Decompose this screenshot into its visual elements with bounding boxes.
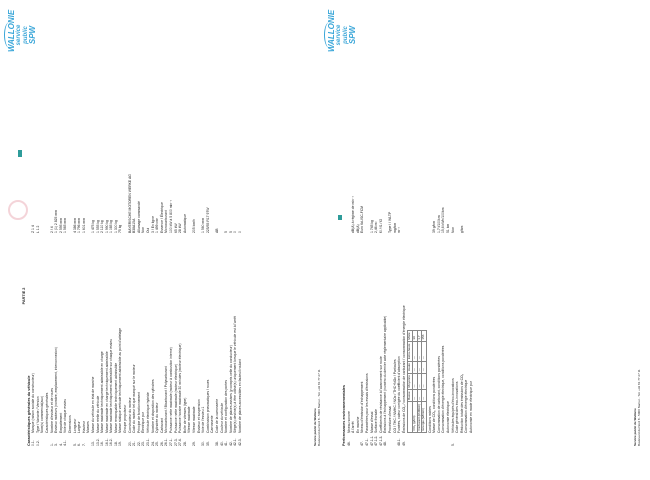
spec-label: Niveau sonore bbox=[346, 411, 351, 433]
spec-label: Combinaison pneumatiques / roues bbox=[205, 379, 210, 433]
teal-accent-bar bbox=[338, 215, 342, 220]
spec-label: Niveau d'émission d'échappement bbox=[360, 381, 365, 433]
table-cell: — bbox=[412, 361, 417, 373]
spec-value: 100 kW à 5 800 min⁻¹ bbox=[169, 199, 173, 233]
logo-text: WALLONIE bbox=[327, 9, 336, 52]
spec-value: 5 bbox=[228, 231, 233, 233]
spec-number: 47. bbox=[360, 441, 365, 446]
spec-value: 2 595 mm bbox=[58, 217, 63, 233]
logo-arc-icon bbox=[4, 22, 15, 48]
spec-value: 1 796 mm bbox=[77, 217, 82, 233]
table-header-cell: Mixte bbox=[407, 332, 412, 340]
spec-label: Autonomie électrique bbox=[446, 401, 451, 433]
spec-label: Masse maximale techniquement admissible en charge bbox=[100, 351, 105, 433]
spec-value: AB bbox=[214, 228, 219, 233]
spec-value: B38A15A bbox=[132, 218, 137, 233]
spec-value: 1 300 kg bbox=[113, 219, 118, 233]
footer-org-name: Service public de Wallonie bbox=[633, 408, 638, 446]
spec-label: Carrosserie bbox=[210, 415, 215, 433]
spec-label: Vitesse maximale bbox=[187, 406, 192, 433]
spec-label: Nombre de places accessibles en fauteuil roulant bbox=[237, 359, 242, 433]
spec-value: Euro 6d-ISC-FCM bbox=[360, 205, 365, 233]
spec-label: Empattement bbox=[58, 412, 63, 433]
page-content bbox=[342, 26, 474, 446]
spec-label: Consommation de carburant, conditions pondérées bbox=[436, 356, 441, 433]
logo-text: SPW bbox=[28, 25, 37, 45]
spec-value: 0 bbox=[233, 231, 238, 233]
spec-label: À l'arrêt bbox=[351, 421, 356, 433]
table-cell: — bbox=[422, 389, 427, 401]
spec-label: Groupe propulseur bbox=[123, 404, 128, 433]
spec-label: Couleur du véhicule bbox=[219, 403, 224, 433]
spec-label: Code général des éco-innovations bbox=[455, 381, 460, 433]
table-cell: 1,7 bbox=[417, 330, 422, 341]
table-cell: — bbox=[412, 373, 417, 389]
spec-label: Puissance nette maximale (moteur à combustion interne) bbox=[169, 347, 173, 433]
logo-text: service bbox=[336, 24, 342, 46]
spec-label: Caractéristiques générales bbox=[44, 392, 49, 433]
spec-number: 16.1. bbox=[104, 438, 109, 446]
spec-value: 3 / En ligne bbox=[150, 216, 155, 233]
table-header-cell: Extra-haute bbox=[407, 343, 412, 360]
table-cell: 156 bbox=[422, 330, 427, 341]
spec-value: dB(A) à régime de min⁻¹ bbox=[351, 196, 356, 233]
spec-label: Véhicule électrique hybride bbox=[146, 392, 151, 433]
spec-number: 46. bbox=[346, 441, 351, 446]
spec-label: Fumées, valeur corrigée du coefficient d'absorption bbox=[397, 356, 402, 433]
spec-label: Paramètres pour les essais d'émissions bbox=[364, 373, 369, 433]
spec-number: 49. bbox=[401, 441, 406, 446]
table-header-cell: Basse bbox=[407, 391, 412, 400]
spec-value: 1 (1) 2 825 mm bbox=[54, 210, 59, 233]
spec-number: 41. bbox=[224, 441, 229, 446]
spec-label: Code de la carrosserie bbox=[214, 398, 219, 433]
spec-label: Conditions mixtes bbox=[427, 406, 432, 433]
spec-label: Nombre et configuration des portes bbox=[224, 380, 229, 433]
spec-number: 1. bbox=[49, 443, 54, 446]
table-cell: — bbox=[417, 373, 422, 389]
spec-label: Principe de fonctionnement bbox=[136, 391, 141, 433]
spec-label: Électrique pur bbox=[141, 412, 146, 433]
spec-value: 2 / 4 bbox=[49, 226, 54, 233]
spec-list bbox=[347, 26, 407, 446]
spec-number: 42. bbox=[228, 441, 233, 446]
spec-label: Carburant bbox=[159, 417, 164, 433]
footer-address: Boulevard du Nord 8 - 5000 Namur - Tél. +32 81 77 27 11 bbox=[317, 369, 322, 446]
spec-label: Boîte de vitesses (type) bbox=[182, 397, 187, 433]
spec-number: 40. bbox=[219, 441, 224, 446]
footer-address: Boulevard du Nord 8 - 5000 Namur - Tél. +32 81 77 27 11 bbox=[637, 369, 642, 446]
spec-label: Vitesse maximale bbox=[191, 406, 196, 433]
spec-number: 26.1. bbox=[164, 438, 169, 446]
spec-label: Marque (raison sociale du constructeur) bbox=[31, 373, 36, 433]
spec-label: Masse maximale en charge techniquement admissible bbox=[104, 351, 109, 433]
spec-value: 2,46 m² bbox=[374, 221, 379, 233]
spec-label: Voie de chaque essieu bbox=[63, 398, 68, 433]
spec-value: 65 kW bbox=[173, 223, 178, 233]
spec-value: Allumage commandé bbox=[136, 201, 141, 233]
table-cell: — bbox=[412, 342, 417, 362]
spec-label: Masse d'essai bbox=[369, 411, 374, 433]
table-header-cell: Haute bbox=[407, 363, 412, 372]
spec-value: 28 kW bbox=[178, 223, 183, 233]
spec-value: 4 386 mm bbox=[72, 217, 77, 233]
spec-value: 1 565 mm bbox=[63, 217, 68, 233]
spec-label: Constructeur du moteur bbox=[127, 397, 132, 433]
spec-number: 42.3. bbox=[237, 438, 242, 446]
table-cell: Énergie (Wh/km) bbox=[422, 402, 427, 433]
spec-label: Masse statique verticale techniquement admissible au point d'attelage bbox=[118, 327, 123, 433]
page-title: PARTIE 2 bbox=[22, 287, 26, 305]
logo-text: SPW bbox=[348, 25, 357, 45]
spec-number: 26. bbox=[159, 441, 164, 446]
spec-label: Masse du véhicule en état de marche bbox=[90, 376, 95, 433]
footer-org-name: Service public de Wallonie bbox=[313, 408, 318, 446]
spec-value: 39 g/km bbox=[432, 220, 437, 233]
spec-label: Puissance horaire maximale 30 minutes (moteur électrique) bbox=[178, 343, 183, 433]
spec-label: Coefficients de résistance à l'avancement sur route bbox=[378, 356, 383, 433]
spec-label: Monocarburant / Bicarburant / Polycarburant bbox=[164, 366, 169, 433]
spec-value: Automatique bbox=[182, 213, 187, 233]
spec-label: Nombre de places assises (y compris celle du conducteur) bbox=[228, 345, 233, 433]
spec-label: Consommation d'énergie électrique, conditions pondérées bbox=[441, 345, 446, 433]
spec-value: Non bbox=[450, 226, 455, 233]
spec-value: 15,6 kWh/100km bbox=[441, 207, 446, 233]
spec-label: Cylindrée du moteur bbox=[155, 402, 160, 433]
spec-number: 25. bbox=[155, 441, 160, 446]
spec-label: Réduction totale des émissions de CO₂ bbox=[459, 374, 464, 433]
page-footer bbox=[634, 369, 642, 446]
logo-text: public bbox=[342, 26, 349, 44]
spec-number: 48. bbox=[383, 441, 388, 446]
table-body bbox=[412, 330, 426, 432]
spec-value: 1 555 kg bbox=[95, 219, 100, 233]
spec-label: Type / Variante / Version bbox=[35, 396, 40, 433]
spec-row bbox=[469, 26, 474, 446]
spec-label: Nombre d'essieux et de roues bbox=[49, 388, 54, 433]
spec-row bbox=[402, 26, 407, 446]
spec-label: Masse de CO₂, conditions pondérées bbox=[432, 376, 437, 433]
spec-label: Émissions à l'échappement (numéro du dernier acte réglementaire applicable) bbox=[383, 315, 388, 433]
spec-value: 5 bbox=[224, 231, 229, 233]
spec-value: Oui bbox=[146, 227, 151, 233]
teal-accent-bar bbox=[18, 150, 22, 157]
spec-value: 1 745 kg bbox=[369, 219, 374, 233]
spec-number: 30. bbox=[201, 441, 206, 446]
spec-label: Surface frontale bbox=[374, 409, 379, 433]
spec-label: En marche bbox=[355, 416, 360, 433]
table-cell: — bbox=[412, 389, 417, 401]
spec-list bbox=[428, 26, 474, 446]
spec-number: 4. bbox=[58, 443, 63, 446]
logo-text: public bbox=[22, 26, 29, 44]
spec-number: 20. bbox=[127, 441, 132, 446]
spec-label: Nom(s) commercial(aux) bbox=[40, 395, 45, 433]
spec-number: 19. bbox=[118, 441, 123, 446]
spec-value: Essence / Électrique bbox=[159, 202, 164, 233]
spec-row bbox=[238, 26, 243, 446]
spec-value: mg/km bbox=[392, 222, 397, 233]
table-cell: — bbox=[417, 342, 422, 362]
spec-label: Masse remorquable techniquement admissible bbox=[113, 362, 118, 433]
spec-number: 38. bbox=[214, 441, 219, 446]
spec-number: 16. bbox=[100, 441, 105, 446]
spec-number: 6. bbox=[77, 443, 82, 446]
spec-number: 27.4. bbox=[178, 438, 183, 446]
spec-label: Puissance nette maximale (moteur électrique) bbox=[173, 364, 178, 433]
table-cell: — bbox=[422, 373, 427, 389]
document-page-right bbox=[317, 0, 650, 480]
table-row bbox=[422, 330, 427, 432]
spec-label: Essieux et suspension bbox=[196, 399, 201, 433]
spec-label: Émissions de CO₂ / consommation de carburant / consommation d'énergie électrique bbox=[401, 305, 406, 433]
spec-number: 5. bbox=[450, 443, 455, 446]
spec-label: CO / THC / NMHC / NOx / THC+NOx / Particules bbox=[392, 359, 397, 433]
spec-label: Masse maximale techniquement admissible sur chaque essieu bbox=[109, 338, 114, 433]
spec-number: 0.2. bbox=[35, 440, 40, 446]
rotated-page-content bbox=[317, 0, 650, 480]
spec-label: Dimensions bbox=[67, 415, 72, 433]
section-title: Caractéristiques générales du véhicule bbox=[26, 375, 31, 446]
spec-number: 27.3. bbox=[173, 438, 178, 446]
table-cell: Carburant (l/100km) bbox=[416, 403, 421, 431]
spec-label: Véhicules équipés d'éco-innovations bbox=[450, 378, 455, 433]
logo-text: WALLONIE bbox=[7, 9, 16, 52]
spec-value: 1 085 kg bbox=[109, 219, 114, 233]
spec-value: 225/55 R17 97W bbox=[205, 207, 210, 233]
emissions-table bbox=[407, 330, 426, 433]
spec-number: 47.1.1. bbox=[369, 435, 374, 446]
spec-value: dB(A) bbox=[355, 224, 360, 233]
spec-number: 42.1. bbox=[233, 438, 238, 446]
spec-number: 3. bbox=[54, 443, 59, 446]
spec-value: 1,7 l/100km bbox=[436, 215, 441, 233]
spec-label: Autonomie en mode électrique pur bbox=[469, 381, 474, 433]
spec-number: 4.1. bbox=[63, 440, 68, 446]
table-header-cell: Moyenne bbox=[407, 375, 412, 388]
page-content bbox=[22, 26, 243, 446]
spec-value: Non bbox=[141, 226, 146, 233]
spec-list bbox=[31, 26, 242, 446]
spec-value: 2 110 kg bbox=[100, 220, 105, 233]
spec-number: 16.2. bbox=[109, 438, 114, 446]
spec-number: 28. bbox=[182, 441, 187, 446]
table-cell: — bbox=[417, 389, 422, 401]
spec-number: 27.1. bbox=[169, 438, 173, 446]
spec-value: BAYERISCHE MOTOREN WERKE AG bbox=[127, 174, 132, 233]
spec-label: Masse réelle du véhicule bbox=[95, 395, 100, 433]
spec-value: 51 km bbox=[446, 223, 451, 233]
spec-label: Voie de l'essieu 1 bbox=[201, 406, 206, 433]
spec-label: Consommation d'énergie électrique bbox=[464, 379, 469, 433]
table-cell: — bbox=[422, 361, 427, 373]
spec-value: 205 km/h bbox=[191, 219, 196, 233]
spec-number: 18. bbox=[113, 441, 118, 446]
spec-label: Hauteur bbox=[81, 420, 86, 433]
spec-value: 1 560 mm bbox=[201, 217, 206, 233]
spec-number: 22. bbox=[136, 441, 141, 446]
spec-number: 7. bbox=[81, 443, 86, 446]
spec-number: 47.1.3. bbox=[378, 435, 383, 446]
spec-number: 5. bbox=[72, 443, 77, 446]
spec-value: L 1 2 bbox=[35, 225, 40, 233]
spec-label: Masses bbox=[86, 421, 91, 433]
spec-value: f0 / f1 / f2 bbox=[378, 218, 383, 233]
spec-value: 0 bbox=[237, 231, 242, 233]
spec-value: Z 1 4 bbox=[31, 225, 36, 233]
spec-label: Longueur bbox=[72, 418, 77, 433]
spec-number: 23. bbox=[141, 441, 146, 446]
spec-value: 1 990 kg bbox=[104, 219, 109, 233]
spec-label: Largeur bbox=[77, 421, 82, 433]
logo-text: service bbox=[16, 24, 22, 46]
section-title: Performances environnementales bbox=[342, 385, 346, 446]
table-cell: — bbox=[417, 361, 422, 373]
spec-value: m⁻¹ bbox=[397, 227, 402, 233]
logo-arc-icon bbox=[324, 22, 335, 48]
spec-number: 24. bbox=[150, 441, 155, 446]
spec-label: Siège(s) destiné(s) à être utilisé(s) uniquement lorsque le véhicule est à l'arrêt bbox=[233, 316, 238, 433]
spec-value: 75 kg bbox=[118, 224, 123, 233]
spec-value: 1 499 cm³ bbox=[155, 217, 160, 233]
table-cell: — bbox=[422, 342, 427, 362]
table-cell: 39 bbox=[412, 330, 417, 341]
spec-value: g/km bbox=[459, 225, 464, 233]
spec-value: Monocarburant bbox=[164, 210, 169, 233]
spec-number: 13. bbox=[90, 441, 95, 446]
spec-value: 1 601 mm bbox=[81, 217, 86, 233]
spec-number: 48.1. bbox=[397, 438, 402, 446]
spec-number: 29. bbox=[191, 441, 196, 446]
spec-value: 1 475 kg bbox=[90, 219, 95, 233]
spec-number: 47.1. bbox=[364, 438, 369, 446]
table-cell: CO₂ (g/km) bbox=[412, 402, 417, 433]
spec-label: Procédure d'essai bbox=[387, 405, 392, 433]
spec-number: 23.1. bbox=[146, 438, 151, 446]
spec-number: 21. bbox=[132, 441, 137, 446]
spec-label: Essieux moteurs (nombre, emplacement, interconnexion) bbox=[54, 347, 59, 433]
spec-value: Type I / WLTP bbox=[387, 211, 392, 233]
spec-number: 47.1.2. bbox=[374, 435, 379, 446]
spec-label: Code du moteur tel que marqué sur le moteur bbox=[132, 364, 137, 433]
spec-number: 0.1. bbox=[31, 440, 36, 446]
spec-number: 35. bbox=[205, 441, 210, 446]
spec-number: 13.2. bbox=[95, 438, 100, 446]
spec-label: Nombre et disposition des cylindres bbox=[150, 379, 155, 433]
